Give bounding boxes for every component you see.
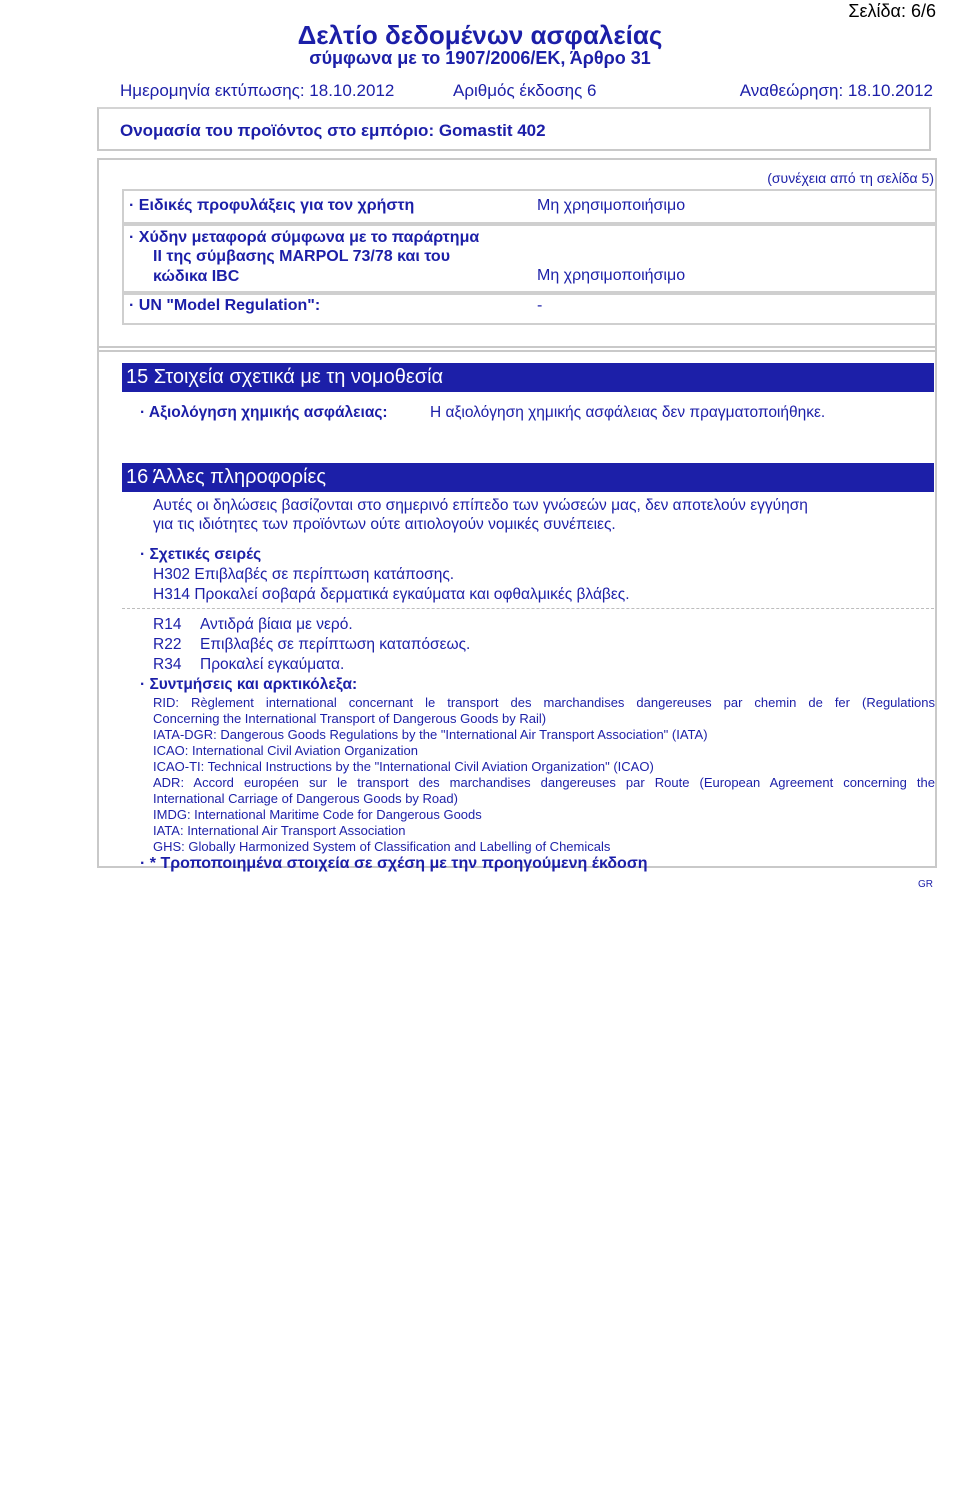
abbreviation-line: IMDG: International Maritime Code for Dangerous Goods <box>153 807 482 822</box>
page-number: Σελίδα: 6/6 <box>848 1 936 21</box>
abbreviation-line: Concerning the International Transport of Dangerous Goods by Rail) <box>153 711 547 726</box>
r-phrase-code: R14 <box>153 616 182 633</box>
relevant-phrases-label: · Σχετικές σειρές <box>140 546 262 563</box>
user-precautions-label: · Ειδικές προφυλάξεις για τον χρήστη <box>129 197 415 214</box>
divider <box>122 608 934 609</box>
un-model-label: · UN "Model Regulation": <box>129 297 321 314</box>
document-title: Δελτίο δεδομένων ασφαλείας <box>297 20 663 50</box>
abbreviation-line: GHS: Globally Harmonized System of Classification and Labelling of Chemicals <box>153 839 611 854</box>
r-phrase-code: R22 <box>153 636 182 653</box>
abbreviation-line: IATA-DGR: Dangerous Goods Regulations by the "International Air Transport Association" (IATA) <box>153 727 708 742</box>
document-subtitle: σύμφωνα με το 1907/2006/ΕΚ, Άρθρο 31 <box>309 48 651 68</box>
abbreviation-line: ADR: Accord européen sur le transport des marchandises dangereuses par Route (European Agreement concerning the <box>153 775 935 790</box>
r-phrase-text: Προκαλεί εγκαύματα. <box>200 656 345 673</box>
continued-note: (συνέχεια από τη σελίδα 5) <box>767 170 934 186</box>
print-date: Ημερομηνία εκτύπωσης: 18.10.2012 <box>120 81 395 100</box>
abbreviation-line: ICAO: International Civil Aviation Organization <box>153 743 418 758</box>
un-model-value: - <box>537 297 543 314</box>
r-phrase-text: Αντιδρά βίαια με νερό. <box>200 616 353 633</box>
section-15-heading <box>122 363 934 392</box>
product-name-box <box>97 107 931 151</box>
section-15-heading-text: 15 Στοιχεία σχετικά με τη νομοθεσία <box>126 366 444 388</box>
revision-date: Αναθεώρηση: 18.10.2012 <box>739 81 933 100</box>
disclaimer-paragraph <box>153 496 935 534</box>
section-16-heading-text: 16 Άλλες πληροφορίες <box>126 466 327 488</box>
abbreviation-line: ICAO-TI: Technical Instructions by the "International Civil Aviation Organization" (ICAO) <box>153 759 654 774</box>
disclaimer-line: Αυτές οι δηλώσεις βασίζονται στο σημερινό επίπεδο των γνώσεών μας, δεν αποτελούν εγγύηση <box>153 497 808 514</box>
abbreviations-label: · Συντμήσεις και αρκτικόλεξα: <box>140 676 358 693</box>
marpol-label-line-1: · Χύδην μεταφορά σύμφωνα με το παράρτημα <box>129 229 480 246</box>
h-phrase: H302 Επιβλαβές σε περίπτωση κατάποσης. <box>153 566 455 583</box>
abbreviation-line: IATA: International Air Transport Association <box>153 823 406 838</box>
chemical-safety-label: · Αξιολόγηση χημικής ασφάλειας: <box>140 404 388 421</box>
r-phrase-text: Επιβλαβές σε περίπτωση καταπόσεως. <box>200 636 471 653</box>
r-phrase-code: R34 <box>153 656 182 673</box>
abbreviations-list <box>153 695 935 855</box>
chemical-safety-value: Η αξιολόγηση χημικής ασφάλειας δεν πραγματοποιήθηκε. <box>430 404 826 421</box>
abbreviation-line: RID: Règlement international concernant le transport des marchandises dangereuses par chemin de fer (Regulations <box>153 695 935 710</box>
marpol-label-line-3: κώδικα IBC <box>153 268 240 285</box>
user-precautions-value: Μη χρησιμοποιήσιμο <box>537 197 686 214</box>
marpol-value: Μη χρησιμοποιήσιμο <box>537 267 686 284</box>
country-code: GR <box>918 879 933 890</box>
marpol-label-line-2: II της σύμβασης MARPOL 73/78 και του <box>153 248 451 265</box>
section-16-heading <box>122 463 934 492</box>
version-number: Αριθμός έκδοσης 6 <box>453 81 597 100</box>
h-phrase: H314 Προκαλεί σοβαρά δερματικά εγκαύματα και οφθαλμικές βλάβες. <box>153 586 630 603</box>
product-name: Ονομασία του προϊόντος στο εμπόριο: Gomastit 402 <box>120 121 546 140</box>
changes-note: · * Τροποποιημένα στοιχεία σε σχέση με την προηγούμενη έκδοση <box>140 855 648 872</box>
abbreviation-line: International Carriage of Dangerous Goods by Road) <box>153 791 458 806</box>
disclaimer-line: για τις ιδιότητες των προϊόντων ούτε αιτιολογούν νομικές συνέπειες. <box>153 516 616 533</box>
